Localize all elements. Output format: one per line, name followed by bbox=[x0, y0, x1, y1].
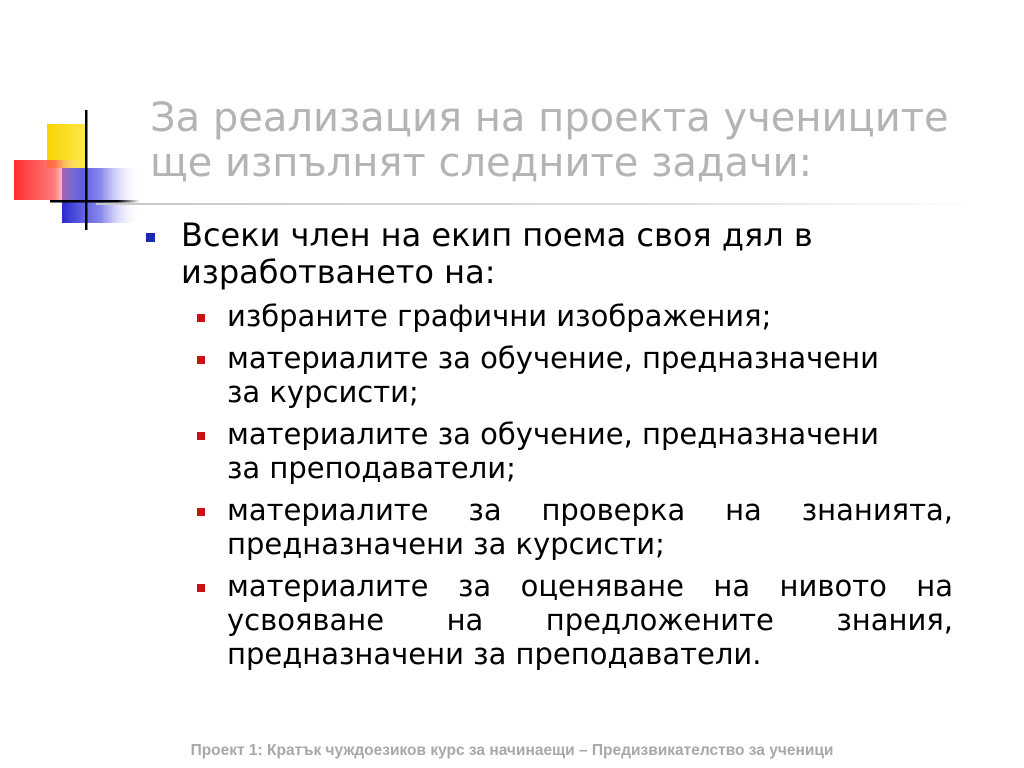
sub-bullet-line: материалите за обучение, предназначени bbox=[227, 341, 879, 375]
sub-bullet-line: за преподаватели; bbox=[227, 451, 516, 485]
sub-bullet-line: материалите за проверка на знанията, bbox=[227, 493, 953, 527]
title-underline-divider bbox=[96, 203, 976, 205]
slide-title-line: За реализация на проекта учениците bbox=[150, 95, 949, 141]
main-bullet-line: изработването на: bbox=[181, 253, 496, 291]
square-bullet-icon bbox=[197, 432, 205, 440]
slide-title-line: ще изпълнят следните задачи: bbox=[150, 140, 813, 186]
sub-bullet-line: избраните графични изображения; bbox=[227, 299, 772, 333]
sub-bullet-item bbox=[189, 569, 953, 671]
square-bullet-icon bbox=[197, 508, 205, 516]
slide-title bbox=[150, 96, 990, 186]
sub-bullet-line: усвояване на предложените знания, bbox=[227, 603, 953, 637]
sub-bullet-line: за курсисти; bbox=[227, 375, 419, 409]
sub-bullet-item bbox=[189, 493, 953, 561]
square-bullet-icon bbox=[197, 584, 205, 592]
sub-bullet-line: предназначени за преподаватели. bbox=[227, 637, 762, 671]
slide-footer: Проект 1: Кратък чуждоезиков курс за начинаещи – Предизвикателство за ученици bbox=[190, 742, 834, 759]
slide-body bbox=[143, 217, 953, 671]
square-bullet-icon bbox=[197, 314, 205, 322]
sub-bullet-line: материалите за оценяване на нивото на bbox=[227, 569, 953, 603]
deco-vertical-line bbox=[85, 110, 88, 230]
square-bullet-icon bbox=[146, 233, 155, 242]
sub-bullet-item bbox=[189, 341, 953, 409]
sub-bullet-line: материалите за обучение, предназначени bbox=[227, 417, 879, 451]
main-bullet-line: Всеки член на екип поема своя дял в bbox=[181, 216, 813, 254]
sub-bullet-item bbox=[189, 299, 953, 333]
sub-bullet-item bbox=[189, 417, 953, 485]
deco-red-square bbox=[14, 160, 82, 200]
sub-bullet-line: предназначени за курсисти; bbox=[227, 527, 665, 561]
main-bullet-item bbox=[143, 217, 953, 291]
square-bullet-icon bbox=[197, 356, 205, 364]
